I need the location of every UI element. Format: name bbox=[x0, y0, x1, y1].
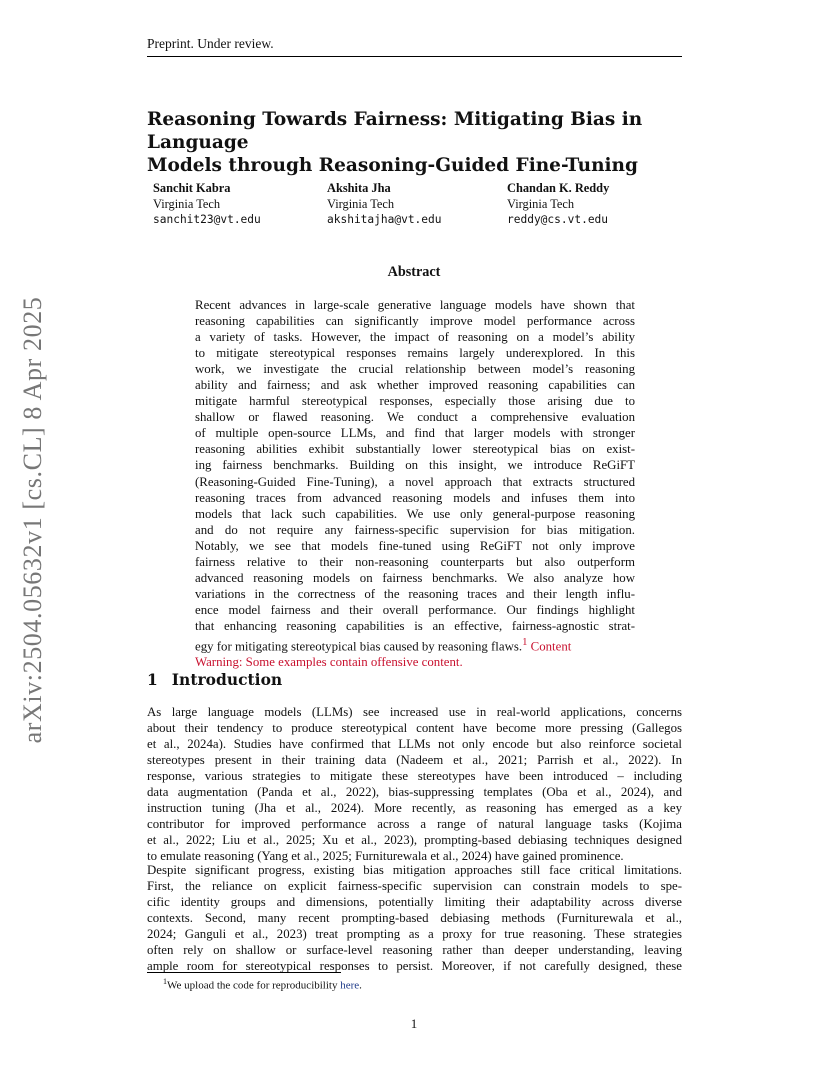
abstract-line bbox=[195, 634, 635, 654]
author-name: Sanchit Kabra bbox=[153, 181, 231, 195]
body-line: et al., 2022; Liu et al., 2025; Xu et al., 2023), prompting-based debiasing techniques designed bbox=[147, 833, 682, 847]
abstract-line: Notably, we see that models fine-tuned using ReGiFT not only improve bbox=[195, 538, 635, 553]
page-number: 1 bbox=[410, 1016, 418, 1031]
section-number: 1 bbox=[147, 670, 158, 689]
footnote-ref[interactable]: 1 bbox=[522, 635, 528, 648]
footnote-rule bbox=[147, 972, 341, 973]
abstract-line: that enhancing reasoning capabilities is an effective, fairness-agnostic strat- bbox=[195, 618, 635, 633]
content-warning-line: Warning: Some examples contain offensive content. bbox=[195, 655, 463, 670]
author-name: Akshita Jha bbox=[327, 181, 391, 195]
author-3 bbox=[507, 181, 697, 228]
body-line: about their tendency to produce stereotypical content have become more pressing (Gallegos bbox=[147, 721, 682, 735]
abstract-line: models that lack such capabilities. We use only general-purpose reasoning bbox=[195, 506, 635, 521]
abstract-line: ability and fairness; and ask whether improved reasoning capabilities can bbox=[195, 378, 635, 393]
abstract-line: shallow or flawed reasoning. We conduct a comprehensive evaluation bbox=[195, 410, 635, 425]
body-line: data augmentation (Panda et al., 2022), bias-suppressing templates (Oba et al., 2024), and bbox=[147, 785, 682, 799]
preprint-header: Preprint. Under review. bbox=[147, 36, 274, 51]
author-affiliation: Virginia Tech bbox=[153, 196, 221, 211]
arxiv-sidebar bbox=[8, 295, 58, 745]
title-line-2: Models through Reasoning-Guided Fine-Tuning bbox=[147, 155, 638, 176]
abstract-line: reasoning traces from advanced reasoning models and infuses them into bbox=[195, 490, 635, 505]
abstract-line: a variety of tasks. However, the impact of reasoning on a model’s ability bbox=[195, 330, 635, 345]
abstract-line: reasoning abilities exhibit substantially lower stereotypical bias on exist- bbox=[195, 442, 635, 457]
author-email[interactable]: akshitajha@vt.edu bbox=[327, 213, 442, 226]
author-1 bbox=[153, 181, 343, 228]
abstract-line: Recent advances in large-scale generative language models have shown that bbox=[195, 298, 635, 312]
body-line: contributor for improved performance across a range of natural language tasks (Kojima bbox=[147, 817, 682, 831]
footnote-end: . bbox=[359, 979, 362, 992]
body-line: instruction tuning (Jha et al., 2024). More recently, as reasoning has emerged as a key bbox=[147, 801, 682, 815]
section-heading bbox=[147, 670, 282, 689]
body-line: First, the reliance on explicit fairness-specific supervision can constrain models to spe- bbox=[147, 879, 682, 893]
footnote-mark: 1 bbox=[163, 977, 167, 986]
body-line: et al., 2024a). Studies have confirmed that LLMs not only encode but also reinforce societal bbox=[147, 737, 682, 751]
abstract-line: and do not require any fairness-specific supervision for bias mitigation. bbox=[195, 522, 635, 537]
abstract-line: reasoning capabilities can significantly improve model performance across bbox=[195, 314, 635, 329]
abstract-line: (Reasoning-Guided Fine-Tuning), a novel approach that extracts structured bbox=[195, 474, 635, 489]
header-rule bbox=[147, 56, 682, 57]
footnote bbox=[163, 977, 362, 992]
intro-paragraph-1 bbox=[147, 704, 682, 864]
intro-paragraph-2 bbox=[147, 862, 682, 974]
abstract-line: of multiple open-source LLMs, and find that larger models with stronger bbox=[195, 426, 635, 441]
body-line: cific identity groups and dimensions, potentially limiting their adaptability across diverse bbox=[147, 895, 682, 909]
author-2 bbox=[327, 181, 517, 228]
abstract-line: fairness relative to their non-reasoning counterparts but also outperform bbox=[195, 554, 635, 569]
author-affiliation: Virginia Tech bbox=[507, 196, 575, 211]
title-line-1: Reasoning Towards Fairness: Mitigating Bias in Language bbox=[147, 109, 643, 153]
author-email[interactable]: reddy@cs.vt.edu bbox=[507, 213, 609, 226]
content-warning: Content bbox=[530, 639, 572, 654]
body-line: ample room for stereotypical responses to persist. Moreover, if not carefully designed, these bbox=[147, 959, 682, 973]
body-line: 2024; Ganguli et al., 2023) treat prompting as a proxy for true reasoning. These strategies bbox=[147, 927, 682, 941]
paper-title bbox=[147, 108, 707, 177]
abstract-line: advanced reasoning models on fairness benchmarks. We also analyze how bbox=[195, 570, 635, 585]
body-line: contexts. Second, many recent prompting-based debiasing methods (Furniturewala et al., bbox=[147, 911, 682, 925]
author-email[interactable]: sanchit23@vt.edu bbox=[153, 213, 261, 226]
body-line: stereotypes present in their training data (Nadeem et al., 2021; Parrish et al., 2022). In bbox=[147, 753, 682, 767]
abstract-line: variations in the correctness of the reasoning traces and their length influ- bbox=[195, 586, 635, 601]
arxiv-id: arXiv:2504.05632v1 [cs.CL] 8 Apr 2025 bbox=[18, 296, 47, 744]
body-line: As large language models (LLMs) see increased use in real-world applications, concerns bbox=[147, 705, 682, 719]
body-line: Despite significant progress, existing bias mitigation approaches still face critical limitations. bbox=[147, 863, 682, 877]
abstract-line: mitigate harmful stereotypical responses, especially those arising due to bbox=[195, 394, 635, 409]
body-line: response, various strategies to mitigate these stereotypes have been introduced – including bbox=[147, 769, 682, 783]
body-line: often rely on shallow or surface-level reasoning rather than deeper understanding, leaving bbox=[147, 943, 682, 957]
footnote-text: We upload the code for reproducibility bbox=[167, 979, 341, 992]
footnote-link[interactable]: here bbox=[340, 979, 360, 992]
abstract-line: work, we investigate the crucial relationship between model’s reasoning bbox=[195, 362, 635, 377]
author-name: Chandan K. Reddy bbox=[507, 181, 610, 195]
abstract-line: ing fairness benchmarks. Building on this insight, we introduce ReGiFT bbox=[195, 458, 635, 473]
body-line: to emulate reasoning (Yang et al., 2025; Furniturewala et al., 2024) have gained prominence. bbox=[147, 849, 624, 863]
abstract-line-text: egy for mitigating stereotypical bias caused by reasoning flaws. bbox=[195, 639, 523, 654]
section-title: Introduction bbox=[171, 670, 283, 689]
abstract-heading: Abstract bbox=[387, 264, 441, 280]
abstract-body bbox=[195, 297, 635, 670]
abstract-line: to mitigate stereotypical responses remains largely underexplored. In this bbox=[195, 346, 635, 361]
author-affiliation: Virginia Tech bbox=[327, 196, 395, 211]
abstract-line: ence model fairness and their overall performance. Our findings highlight bbox=[195, 602, 635, 617]
